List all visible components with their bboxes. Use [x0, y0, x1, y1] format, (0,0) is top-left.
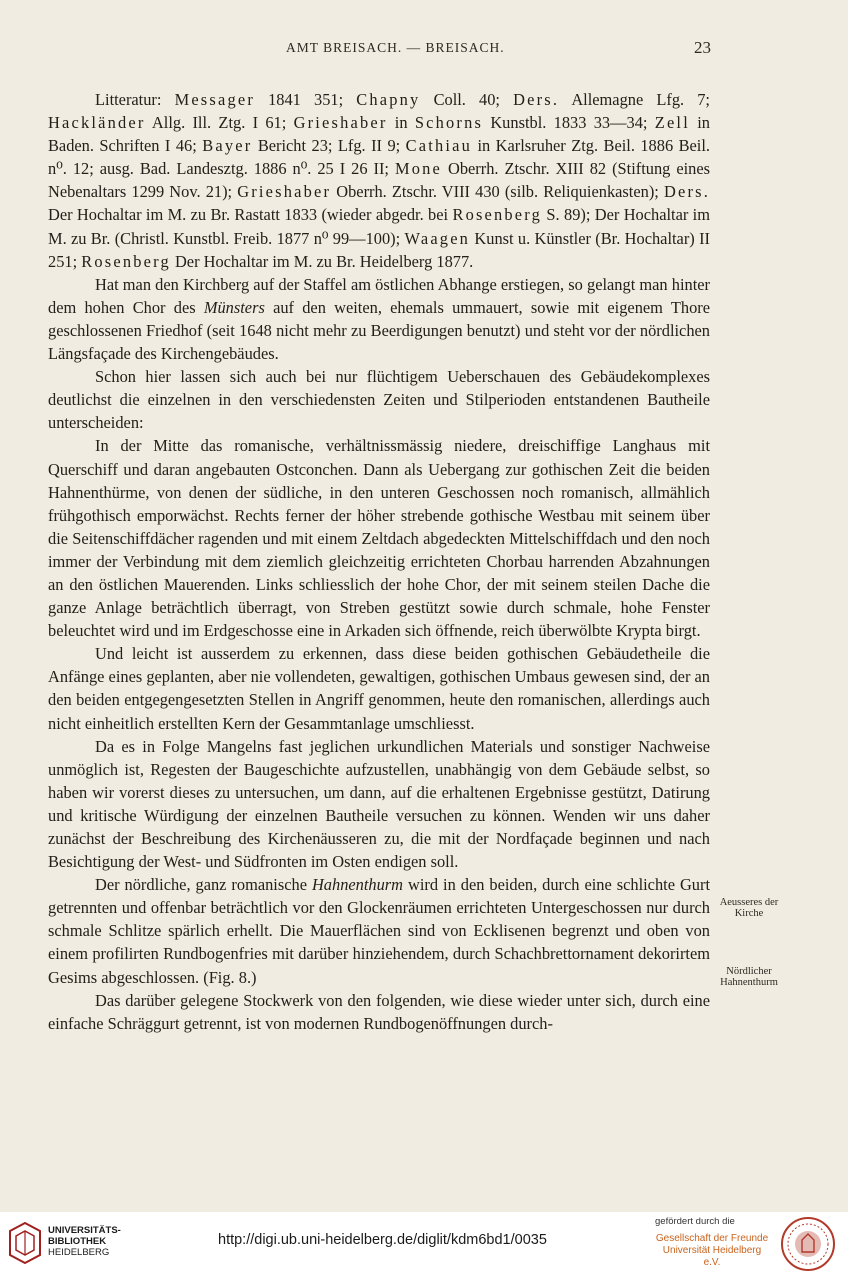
page-number: 23 [694, 38, 711, 57]
viewer-footer [0, 1212, 848, 1273]
permalink-url[interactable]: http://digi.ub.uni-heidelberg.de/diglit/kdm6bd1/0035 [218, 1232, 547, 1248]
paragraph-north-tower: Der nördliche, ganz romanische Hahnenthurm wird in den beiden, durch eine schlichte Gurt getrennten und offenbar beträchtlich vor den Glockenräumen errichteten Untergeschossen nur durch schmale Schlitze spärlich erhellt. Die Mauerflächen sind von Ecklisenen begrenzt und oben von einem profilirten Rundbogenfries mit darüber hinziehendem, durch Schachbrettornament dekorirtem Gesims abgeschlossen. (Fig. 8.) [48, 875, 710, 987]
university-seal-icon [780, 1216, 836, 1272]
funded-by-label: gefördert durch die [655, 1216, 735, 1227]
running-title: AMT BREISACH. — BREISACH. [286, 40, 505, 55]
paragraph-approach: Hat man den Kirchberg auf der Staffel am östlichen Abhange erstiegen, so gelangt man hinter dem hohen Chor des Münsters auf den weiten, ehemals ummauert, sowie mit eigenem Thore geschlossenen Friedhof (seit 1648 nicht mehr zu Beerdigungen benutzt) und steht vor der nördlichen Längsfaçade des Kirchengebäudes. [48, 274, 710, 364]
library-name: UNIVERSITÄTS- BIBLIOTHEK HEIDELBERG [48, 1225, 121, 1258]
paragraph-upper-storey: Das darüber gelegene Stockwerk von den folgenden, wie diese wieder unter sich, durch eine einfache Schräggurt getrennt, ist von modernen Rundbogenöffnungen durch- [48, 990, 710, 1033]
society-name: Gesellschaft der Freunde Universität Heidelberg e.V. [655, 1233, 769, 1268]
paragraph-overview: Schon hier lassen sich auch bei nur flüchtigem Ueberschauen des Gebäudekomplexes deutlichst die einzelnen in den verschiedensten Zeiten und Stilperioden entstandenen Bautheile unterscheiden: [48, 367, 710, 433]
paragraph-gothic-rebuild: Und leicht ist ausserdem zu erkennen, dass diese beiden gothischen Gebäudetheile die Anfänge eines geplanten, aber nie vollendeten, gewaltigen, gothischen Umbaus gewesen sind, der an den beiden entgegengesetzten Stellen in Angriff genommen, heute den romanischen, allerdings auch nicht einheitlich erstellten Kern der Gesammtanlage umschliesst. [48, 644, 710, 733]
library-logo-icon [8, 1221, 42, 1265]
paragraph-method: Da es in Folge Mangelns fast jeglichen urkundlichen Materials und sonstiger Nachweise unmöglich ist, Regesten der Baugeschichte aufzustellen, unabhängig von dem Gebäude selbst, so haben wir vorerst dieses zu untersuchen, um dann, auf die erhaltenen Ergebnisse gestützt, Datirung und kritische Würdigung der einzelnen Bautheile versuchen zu können. Wenden wir uns daher zunächst der Beschreibung des Kirchenäusseren zu, die mit der Nordfaçade beginnen und nach Besichtigung der West- und Südfronten im Osten endigen soll. [48, 736, 710, 872]
paragraph-building-parts: In der Mitte das romanische, verhältnissmässig niedere, dreischiffige Langhaus mit Querschiff und daran angebauten Ostconchen. Dann als Uebergang zur gothischen Zeit die beiden Hahnenthürme, von denen der südliche, in den unteren Geschossen noch romanisch, allmählich frühgothisch emporwächst. Rechts ferner der höher strebende gothische Westbau mit seinem über die Seitenschiffdächer ragenden und mit einem Zeltdach abgedeckten Mittelschiffdach und den noch immer der Verbindung mit dem ziemlich gleichzeitig errichteten Chorbau harrenden Abzahnungen an den östlichen Mauerenden. Links schliesslich der hohe Chor, der mit seinem steilen Dache die ganze Anlage beträchtlich überragt, von Streben gestützt sowie durch schmale, hohe Fenster beleuchtet wird und im Erdgeschosse eine in Arkaden sich öffnende, reich überwölbte Krypta birgt. [48, 436, 710, 641]
margin-note-north-tower: Nördlicher Hahnenthurm [720, 966, 778, 988]
literature-paragraph: Litteratur: Messager 1841 351; Chapny Coll. 40; Ders. Allemagne Lfg. 7; Hackländer Allg. Ill. Ztg. I 61; Grieshaber in Schorns Kunstbl. 1833 33—34; Zell in Baden. Schriften I 46; Bayer Bericht 23; Lfg. II 9; Cathiau in Karlsruher Ztg. Beil. 1886 Beil. n⁰. 12; ausg. Bad. Landesztg. 1886 n⁰. 25 I 26 II; Mone Oberrh. Ztschr. XIII 82 (Stiftung eines Nebenaltars 1299 Nov. 21); Grieshaber Oberrh. Ztschr. VIII 430 (silb. Reliquienkasten); Ders. Der Hochaltar im M. zu Br. Rastatt 1833 (wieder abgedr. bei Rosenberg S. 89); Der Hochaltar im M. zu Br. (Christl. Kunstbl. Freib. 1877 n⁰ 99—100); Waagen Kunst u. Künstler (Br. Hochaltar) II 251; Rosenberg Der Hochaltar im M. zu Br. Heidelberg 1877. [48, 90, 711, 271]
margin-note-exterior: Aeusseres der Kirche [719, 897, 779, 919]
body-text [48, 88, 710, 1035]
page-header [0, 36, 848, 60]
